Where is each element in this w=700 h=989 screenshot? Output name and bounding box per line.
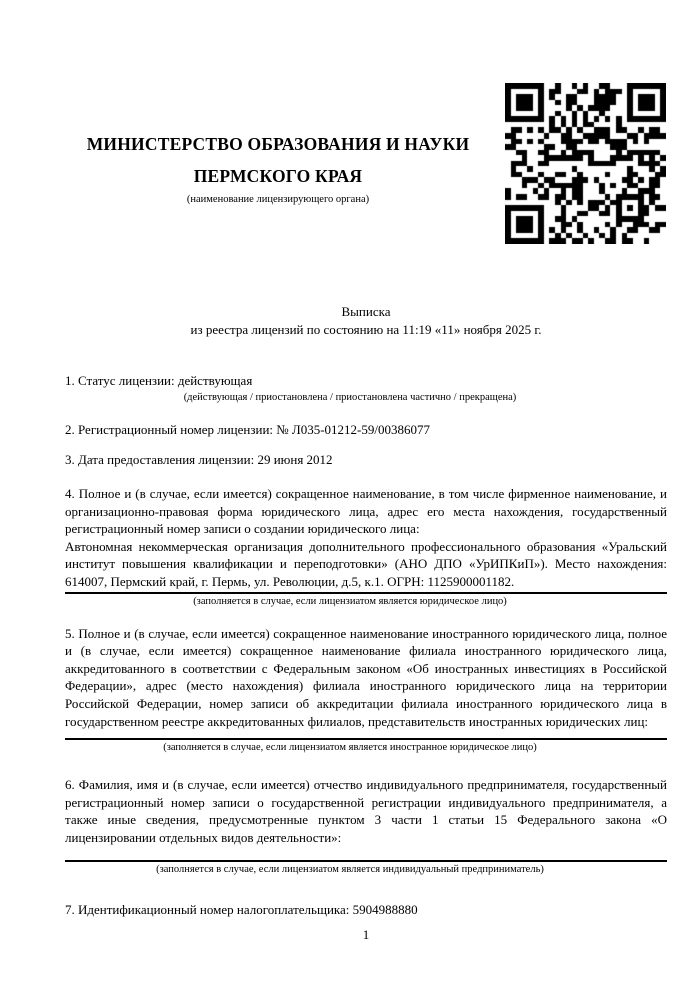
- page-number: 1: [362, 927, 370, 942]
- qr-code-icon: [505, 83, 666, 244]
- legal-entity-caption: (заполняется в случае, если лицензиатом является юридическое лицо): [193, 595, 507, 607]
- license-grant-date-item: 3. Дата предоставления лицензии: 29 июня 2012: [65, 452, 333, 468]
- individual-entrepreneur-fill-line: [65, 860, 667, 862]
- license-status-text: 1. Статус лицензии: действующая: [65, 373, 253, 389]
- legal-entity-label: 4. Полное и (в случае, если имеется) сокращенное наименование, в том числе фирменное наименование, и организационно-правовая форма юридического лица, адрес его места нахождения, государственный регистрационный номер записи о создании юридического лица:: [65, 485, 667, 537]
- foreign-entity-caption: (заполняется в случае, если лицензиатом является иностранное юридическое лицо): [163, 742, 537, 754]
- individual-entrepreneur-label: 6. Фамилия, имя и (в случае, если имеется) отчество индивидуального предпринимателя, государственный регистрационный номер записи о государственной регистрации индивидуального предпринимателя, а также иные сведения, предусмотренные пунктом 3 части 1 статьи 15 Федерального закона «О лицензировании отдельных видов деятельности»:: [65, 777, 667, 845]
- document-body: [65, 303, 667, 919]
- individual-entrepreneur-item: [65, 776, 667, 876]
- taxpayer-id-item: 7. Идентификационный номер налогоплательщика: 5904988880: [65, 902, 418, 918]
- ministry-name-line2: ПЕРМСКОГО КРАЯ: [193, 166, 363, 186]
- licensing-authority-header: [65, 128, 491, 207]
- individual-entrepreneur-caption: (заполняется в случае, если лицензиатом является индивидуальный предприниматель): [156, 864, 544, 876]
- legal-entity-value: Автономная некоммерческая организация дополнительного профессионального образования «Уральский институт повышения квалификации и переподготовки» (АНО ДПО «УрИПКиП»). Место нахождения: 614007, Пермский край, г. Пермь, ул. Революции, д.5, к.1. ОГРН: 1125900001182.: [65, 538, 667, 589]
- legal-entity-item: [65, 485, 667, 608]
- ministry-name: [65, 128, 491, 192]
- document-title: [65, 303, 667, 338]
- ministry-name-line1: МИНИСТЕРСТВО ОБРАЗОВАНИЯ И НАУКИ: [86, 134, 470, 154]
- foreign-entity-item: [65, 625, 667, 755]
- registration-number-item: 2. Регистрационный номер лицензии: № Л035-01212-59/00386077: [65, 421, 431, 437]
- document-title-line2: из реестра лицензий по состоянию на 11:19 «11» ноября 2025 г.: [190, 321, 542, 337]
- foreign-entity-fill-line: [65, 738, 667, 740]
- legal-entity-fill-line: [65, 592, 667, 594]
- document-title-line1: Выписка: [341, 304, 391, 319]
- license-status-options-caption: (действующая / приостановлена / приостановлена частично / прекращена): [183, 391, 517, 403]
- foreign-entity-label: 5. Полное и (в случае, если имеется) сокращенное наименование иностранного юридического лица, полное и (в случае, если имеется) сокращенное наименование филиала иностранного юридического лица, аккредитованного в соответствии с Федеральным законом «Об иностранных инвестициях в Российской Федерации», адрес (место нахождения) филиала иностранного юридического лица на территории Российской Федерации, номер записи об аккредитации филиала иностранного юридического лица в государственном реестре аккредитованных филиалов, представительств иностранных юридических лиц:: [65, 625, 667, 729]
- license-status-item: [65, 372, 667, 404]
- ministry-name-caption: (наименование лицензирующего органа): [186, 194, 370, 205]
